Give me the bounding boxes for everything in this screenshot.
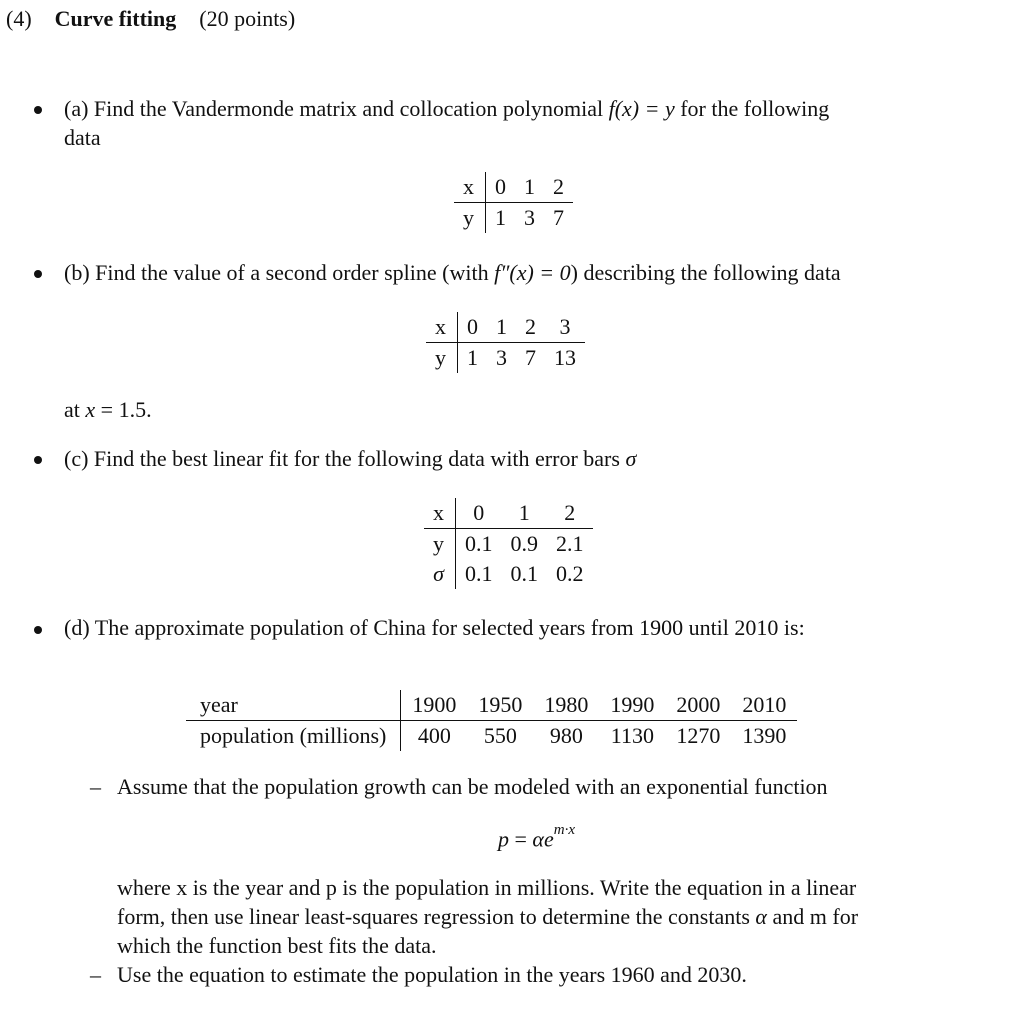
table-cell: 1900 — [401, 690, 468, 721]
table-cell: 3 — [496, 345, 507, 370]
table-cell: 400 — [417, 723, 451, 748]
row-label: x — [454, 172, 486, 203]
part-d-line: (d) The approximate population of China for selected years from 1900 until 2010 is: — [64, 615, 805, 640]
part-d-sub1: Assume that the population growth can be modeled with an exponential function — [117, 774, 828, 799]
table-cell: 550 — [483, 723, 517, 748]
part-d-para3: which the function best fits the data. — [117, 933, 437, 958]
table-cell: 1 — [515, 172, 544, 203]
table-cell: 1390 — [742, 723, 787, 748]
part-c-line — [64, 446, 636, 472]
dash-2: – — [90, 962, 101, 987]
part-b-after-math: x — [85, 397, 96, 422]
equation-e: e — [543, 826, 554, 852]
equation-eq: = — [514, 826, 527, 852]
part-c-text: (c) Find the best linear fit for the following data with error bars — [64, 446, 620, 471]
table-row — [426, 343, 585, 374]
part-a-text-post: for the following — [680, 96, 830, 121]
equation-lhs: p — [498, 826, 509, 852]
table-cell: 7 — [553, 205, 564, 230]
table-row — [454, 172, 573, 203]
table-a — [454, 172, 573, 233]
part-a-line1 — [64, 96, 829, 122]
bullet-a — [34, 106, 42, 114]
table-cell: 0.9 — [510, 531, 538, 556]
equation-alpha: α — [532, 826, 544, 852]
table-cell: 1950 — [467, 690, 533, 721]
part-d-para2-text: form, then use linear least-squares regression to determine the constants — [117, 904, 750, 929]
table-cell: 980 — [549, 723, 583, 748]
table-cell: 1 — [467, 345, 478, 370]
table-cell: 1 — [487, 312, 516, 343]
row-label: x — [424, 498, 456, 529]
table-cell: 2000 — [665, 690, 731, 721]
part-a-line2: data — [64, 125, 101, 150]
table-row — [424, 498, 593, 529]
part-b-text-post: ) describing the following data — [570, 260, 841, 285]
row-label: y — [454, 203, 486, 234]
table-cell: 0.1 — [465, 531, 493, 556]
section-number: (4) — [6, 6, 32, 31]
part-d-para2-post: and m for — [772, 904, 859, 929]
section-points: (20 points) — [199, 6, 296, 31]
table-row — [454, 203, 573, 234]
bullet-b — [34, 270, 42, 278]
row-label: σ — [424, 559, 456, 589]
table-cell: 2010 — [731, 690, 797, 721]
table-b — [426, 312, 585, 373]
part-b-line — [64, 260, 841, 286]
table-d — [186, 690, 797, 751]
part-d-para2 — [117, 904, 858, 930]
part-b-text: (b) Find the value of a second order spline (with — [64, 260, 489, 285]
table-row — [186, 721, 797, 752]
dash-1: – — [90, 774, 101, 799]
table-cell: 2 — [547, 498, 593, 529]
table-row — [186, 690, 797, 721]
table-c — [424, 498, 593, 589]
table-row — [424, 529, 593, 560]
table-cell: 1990 — [599, 690, 665, 721]
table-cell: 1 — [502, 498, 548, 529]
row-label: population (millions) — [186, 721, 401, 752]
table-cell: 1130 — [610, 723, 654, 748]
table-row — [426, 312, 585, 343]
part-d-para2-alpha: α — [755, 904, 767, 929]
row-label: x — [426, 312, 458, 343]
part-a-text: (a) Find the Vandermonde matrix and collocation polynomial — [64, 96, 604, 121]
table-cell: 3 — [545, 312, 585, 343]
table-cell: 2 — [516, 312, 545, 343]
table-cell: 0 — [486, 172, 516, 203]
equation — [498, 822, 575, 852]
part-d-sub2: Use the equation to estimate the population in the years 1960 and 2030. — [117, 962, 747, 987]
row-label: y — [424, 529, 456, 560]
table-cell: 1 — [495, 205, 506, 230]
table-cell: 0.1 — [510, 561, 538, 586]
table-cell: 1980 — [533, 690, 599, 721]
table-cell: 0.2 — [556, 561, 584, 586]
equation-exponent: m·x — [553, 822, 575, 838]
row-label: y — [426, 343, 458, 374]
table-row — [424, 559, 593, 589]
section-heading — [6, 6, 295, 32]
table-cell: 0 — [458, 312, 488, 343]
part-b-after — [64, 397, 152, 423]
part-d-para1: where x is the year and p is the population in millions. Write the equation in a linear — [117, 875, 857, 900]
table-cell: 1270 — [676, 723, 721, 748]
part-a-math: f(x) = y — [608, 96, 675, 121]
bullet-d — [34, 626, 42, 634]
table-cell: 3 — [524, 205, 535, 230]
part-b-after-text: at — [64, 397, 80, 422]
part-c-math: σ — [625, 446, 637, 471]
part-b-after-value: = 1.5. — [100, 397, 152, 422]
table-cell: 0.1 — [465, 561, 493, 586]
table-cell: 13 — [554, 345, 576, 370]
row-label: year — [186, 690, 401, 721]
bullet-c — [34, 456, 42, 464]
table-cell: 2 — [544, 172, 573, 203]
table-cell: 0 — [456, 498, 502, 529]
section-title: Curve fitting — [54, 6, 177, 31]
table-cell: 7 — [525, 345, 536, 370]
table-cell: 2.1 — [556, 531, 584, 556]
part-b-math: f″(x) = 0 — [494, 260, 571, 285]
